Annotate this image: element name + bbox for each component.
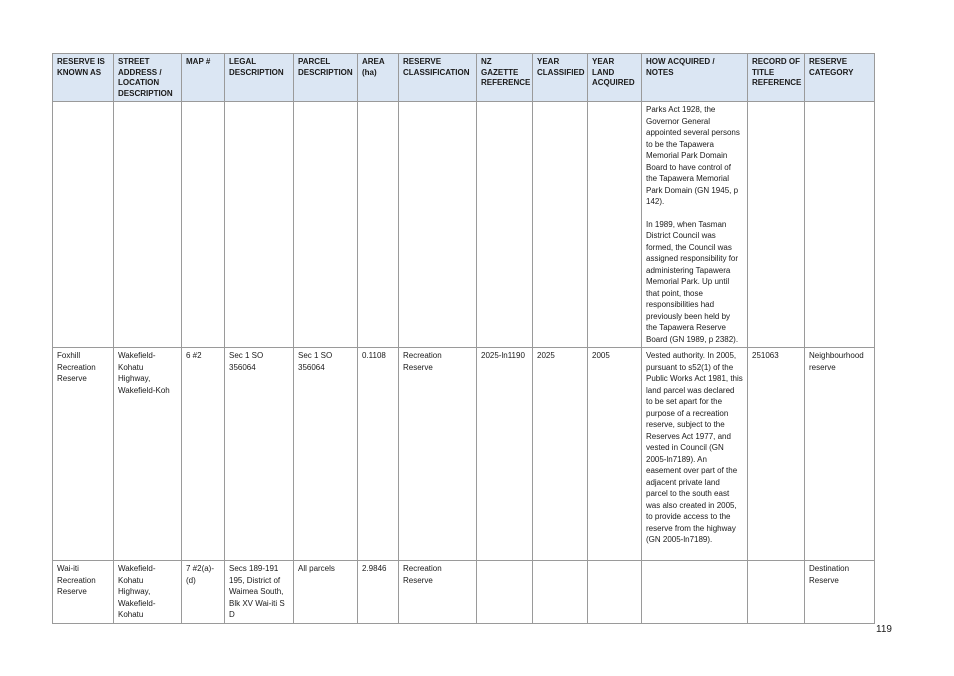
cell-parcel: All parcels xyxy=(294,561,358,624)
cell-parcel: Sec 1 SO 356064 xyxy=(294,348,358,561)
table-row xyxy=(53,102,875,348)
cell-title-ref xyxy=(748,102,805,348)
cell-map xyxy=(182,102,225,348)
cell-notes xyxy=(642,348,748,561)
cell-category xyxy=(805,102,875,348)
cell-classification: Recreation Reserve xyxy=(399,348,477,561)
header-year-classified: YEAR CLASSIFIED xyxy=(533,54,588,102)
cell-known-as xyxy=(53,102,114,348)
header-notes: HOW ACQUIRED / NOTES xyxy=(642,54,748,102)
header-title-ref: RECORD OF TITLE REFERENCE xyxy=(748,54,805,102)
notes-paragraph: In 1989, when Tasman District Council was formed, the Council was assigned responsibility for administering Tapawera Memorial Park. Up until that point, those responsibilities had previously been held by the Tapawera Reserve Board (GN 1989, p 2382). xyxy=(646,219,739,344)
cell-known-as: Foxhill Recreation Reserve xyxy=(53,348,114,561)
cell-gazette xyxy=(477,561,533,624)
cell-notes xyxy=(642,102,748,348)
table-row xyxy=(53,561,875,624)
header-address: STREET ADDRESS / LOCATION DESCRIPTION xyxy=(114,54,182,102)
cell-address xyxy=(114,102,182,348)
cell-classification xyxy=(399,102,477,348)
cell-map: 6 #2 xyxy=(182,348,225,561)
header-classification: RESERVE CLASSIFICATION xyxy=(399,54,477,102)
cell-gazette: 2025-ln1190 xyxy=(477,348,533,561)
cell-category: Destination Reserve xyxy=(805,561,875,624)
cell-gazette xyxy=(477,102,533,348)
cell-title-ref: 251063 xyxy=(748,348,805,561)
notes-paragraph: Vested authority. In 2005, pursuant to s52(1) of the Public Works Act 1981, this land parcel was declared to be set apart for the purpose of a recreation reserve, subject to the Reserves Act 1977, and vested in Council (GN 2005-ln7189). An easement over part of the adjacent private land parcel to the south east was also created in 2005, to provide access to the reserve from the highway (GN 2005-ln7189). xyxy=(646,351,743,544)
header-legal: LEGAL DESCRIPTION xyxy=(225,54,294,102)
cell-area: 2.9846 xyxy=(358,561,399,624)
cell-category: Neighbourhood reserve xyxy=(805,348,875,561)
cell-area xyxy=(358,102,399,348)
cell-classification: Recreation Reserve xyxy=(399,561,477,624)
header-map: MAP # xyxy=(182,54,225,102)
cell-legal: Secs 189-191 195, District of Waimea South, Blk XV Wai-iti S D xyxy=(225,561,294,624)
cell-year-acquired xyxy=(588,561,642,624)
cell-title-ref xyxy=(748,561,805,624)
header-area: AREA (ha) xyxy=(358,54,399,102)
header-category: RESERVE CATEGORY xyxy=(805,54,875,102)
notes-paragraph: Parks Act 1928, the Governor General appointed several persons to be the Tapawera Memorial Park Domain Board to have control of the Tapawera Memorial Park Domain (GN 1945, p 142). xyxy=(646,105,740,206)
cell-map: 7 #2(a)-(d) xyxy=(182,561,225,624)
header-parcel: PARCEL DESCRIPTION xyxy=(294,54,358,102)
header-gazette: NZ GAZETTE REFERENCE xyxy=(477,54,533,102)
reserves-table xyxy=(52,53,875,624)
cell-address: Wakefield-Kohatu Highway, Wakefield-Kohatu xyxy=(114,561,182,624)
header-year-acquired: YEAR LAND ACQUIRED xyxy=(588,54,642,102)
cell-year-classified xyxy=(533,102,588,348)
header-known-as: RESERVE IS KNOWN AS xyxy=(53,54,114,102)
page-number: 119 xyxy=(876,624,892,635)
cell-notes xyxy=(642,561,748,624)
table-row xyxy=(53,348,875,561)
cell-year-acquired: 2005 xyxy=(588,348,642,561)
cell-legal xyxy=(225,102,294,348)
header-row xyxy=(53,54,875,102)
cell-known-as: Wai-iti Recreation Reserve xyxy=(53,561,114,624)
cell-area: 0.1108 xyxy=(358,348,399,561)
cell-address: Wakefield-Kohatu Highway, Wakefield-Koh xyxy=(114,348,182,561)
cell-legal: Sec 1 SO 356064 xyxy=(225,348,294,561)
cell-year-acquired xyxy=(588,102,642,348)
cell-year-classified xyxy=(533,561,588,624)
cell-year-classified: 2025 xyxy=(533,348,588,561)
cell-parcel xyxy=(294,102,358,348)
